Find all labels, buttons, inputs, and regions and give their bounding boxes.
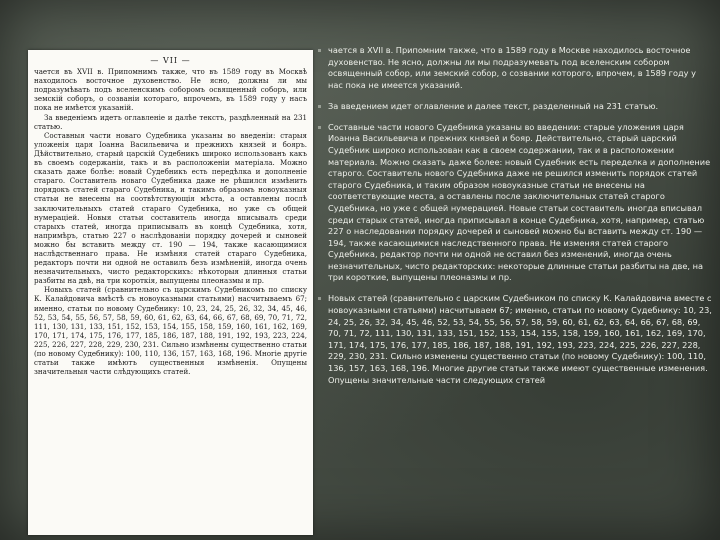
transcription-paragraph: чается в XVII в. Припомним также, что в 1589 году в Москве находилось восточное духовенство. Не ясно, должны ли мы подразумевать под вселенским собором освященный собор, или земский собор, о созвании которого, впрочем, в 1589 году у нас пока не имеется указаний. bbox=[322, 45, 712, 91]
scanned-page-text bbox=[34, 56, 307, 376]
scanned-page-image bbox=[28, 50, 313, 535]
scanned-paragraph: За введеніемъ идетъ оглавленіе и далѣе текстъ, раздѣленный на 231 статью. bbox=[34, 112, 307, 131]
transcription-paragraph: Составные части нового Судебника указаны во введении: старые уложения царя Иоанна Васильевича и прежних князей и бояр. Действительно, старый царский Судебник широко использован как в своем содержании, так и в расположении материала. Можно сказать даже более: новый Судебник есть переделка и дополнение старого. Составитель нового Судебника даже не решился изменить порядок статей старого Судебника, и таким образом новоуказные статьи не внесены на соответствующие места, а оставлены после заключительных статей старого Судебника, но уже с общей нумерацией. Новые статьи составитель иногда вписывал среди старых статей, иногда приписывал в конце Судебника, хотя, например, статью 227 о наследовании порядку дочерей и сыновей можно бы вставить между ст. 190 —194, также касающимися наследственного права. Не изменяя статей старого Судебника, редактор почти ни одной не оставил без изменений, иногда очень незначительных, чисто редакторских: некоторые длинные статьи разбиты на две, на три короткие, выпущены плеоназмы и пр. bbox=[322, 122, 712, 284]
transcription-column bbox=[322, 45, 712, 396]
transcription-paragraph: Новых статей (сравнительно с царским Судебником по списку К. Калайдовича вместе с новоуказными статьями) насчитываем 67; именно, статьи по новому Судебнику: 10, 23, 24, 25, 26, 32, 34, 45, 46, 52, 53, 54, 55, 56, 57, 58, 59, 60, 61, 62, 63, 64, 66, 67, 68, 69, 70, 71, 72, 111, 130, 131, 133, 151, 152, 153, 154, 155, 158, 159, 160, 161, 162, 169, 170, 171, 174, 175, 176, 177, 185, 186, 187, 188, 191, 192, 193, 223, 224, 225, 226, 227, 228, 229, 230, 231. Сильно изменены существенно статьи (по новому Судебнику): 100, 110, 136, 157, 163, 168, 196. Многие другие статьи также имеют существенные изменения. Опущены значительные части следующих статей bbox=[322, 293, 712, 386]
transcription-paragraph: За введением идет оглавление и далее текст, разделенный на 231 статью. bbox=[322, 101, 712, 113]
scanned-paragraph: чается въ XVII в. Припомнимъ также, что въ 1589 году въ Москвѣ находилось восточное духовенство. Не ясно, должны ли мы подразумѣвать подъ вселенскимъ соборомъ освященный соборъ, или земскій соборъ, о созваніи котораго, впрочемъ, въ 1589 году у насъ пока не имѣется указаній. bbox=[34, 67, 307, 113]
scanned-paragraph: Составныя части новаго Судебника указаны во введеніи: старыя уложенія царя Іоанна Васильевича и прежнихъ князей и бояръ. Дѣйствительно, старый царскій Судебникъ широко использованъ какъ въ своемъ содержаніи, такъ и въ расположеніи матеріала. Можно сказать даже болѣе: новый Судебникъ есть передѣлка и дополненіе стараго. Составитель новаго Судебника даже не рѣшился измѣнить порядокъ статей стараго Судебника, и такимъ образомъ новоуказныя статьи не внесены на соотвѣтствующія мѣста, а оставлены послѣ заключительныхъ статей стараго Судебника, но уже съ общей нумераціей. Новыя статьи составитель иногда вписывалъ среди старыхъ статей, иногда приписывалъ въ концѣ Судебника, хотя, напримѣръ, статью 227 о наслѣдованіи порядку дочерей и сыновей можно бы вставить между ст. 190 — 194, также касающимися наслѣдственнаго права. Не измѣняя статей стараго Судебника, редакторъ почти ни одной не оставилъ безъ измѣненій, иногда очень незначительныхъ, чисто редакторскихъ: нѣкоторыя длинныя статьи разбиты на двѣ, на три короткія, выпущены плеоназмы и пр. bbox=[34, 130, 307, 286]
scanned-page-number: — VII — bbox=[150, 56, 191, 65]
scanned-paragraph: Новыхъ статей (сравнительно съ царскимъ Судебникомъ по списку К. Калайдовича вмѣстѣ съ новоуказными статьями) насчитываемъ 67; именно, статьи по новому Судебнику: 10, 23, 24, 25, 26, 32, 34, 45, 46, 52, 53, 54, 55, 56, 57, 58, 59, 60, 61, 62, 63, 64, 66, 67, 68, 69, 70, 71, 72, 111, 130, 131, 133, 151, 152, 153, 154, 155, 158, 159, 160, 161, 162, 169, 170, 171, 174, 175, 176, 177, 185, 186, 187, 188, 191, 192, 193, 223, 224, 225, 226, 227, 228, 229, 230, 231. Сильно измѣнены существенно статьи (по новому Судебнику): 100, 110, 136, 157, 163, 168, 196. Многіе другіе статьи также имѣютъ существенныя измѣненія. Опущены значительныя части слѣдующихъ статей. bbox=[34, 285, 307, 377]
